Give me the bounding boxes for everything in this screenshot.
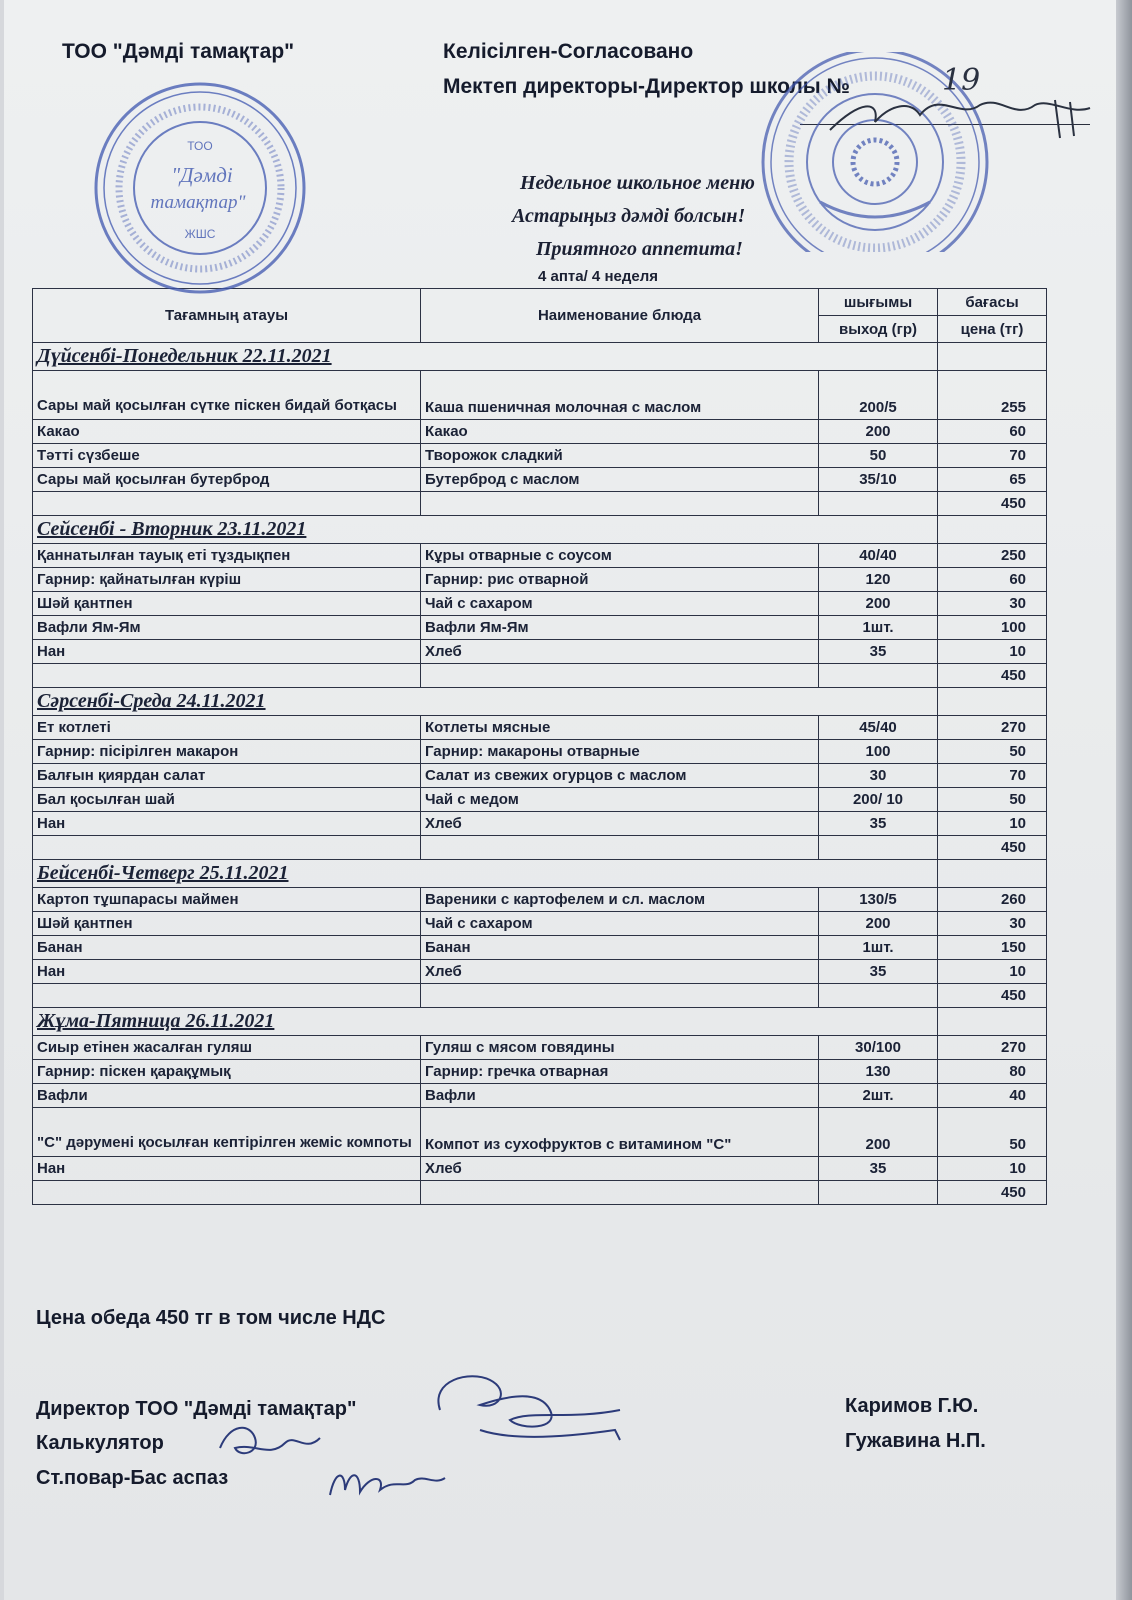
dish-price: 255 xyxy=(938,371,1047,420)
dish-kz: Какао xyxy=(33,420,421,444)
svg-text:19: 19 xyxy=(942,63,981,98)
calculator-role: Калькулятор xyxy=(36,1432,164,1454)
dish-price: 40 xyxy=(938,1084,1047,1108)
svg-text:"Дәмді: "Дәмді xyxy=(171,163,233,187)
table-row xyxy=(33,812,1047,836)
dish-kz: Банан xyxy=(33,936,421,960)
header-name-ru: Наименование блюда xyxy=(421,289,819,343)
dish-ru: Хлеб xyxy=(421,640,819,664)
day-title: Бейсенбі-Четверг 25.11.2021 xyxy=(33,860,938,888)
chef-role: Ст.повар-Бас аспаз xyxy=(36,1467,229,1489)
dish-ru: Гуляш с мясом говядины xyxy=(421,1036,819,1060)
dish-yield: 30 xyxy=(819,764,938,788)
dish-kz: Ет котлеті xyxy=(33,716,421,740)
greeting-ru: Приятного аппетита! xyxy=(536,238,743,260)
sheet-edge-shadow xyxy=(1116,0,1132,1600)
dish-ru: Чай с медом xyxy=(421,788,819,812)
dish-ru: Каша пшеничная молочная с маслом xyxy=(421,371,819,420)
table-row xyxy=(33,420,1047,444)
table-row xyxy=(33,444,1047,468)
dish-ru: Бутерброд с маслом xyxy=(421,468,819,492)
day-total: 450 xyxy=(938,492,1047,516)
dish-kz: Бал қосылған шай xyxy=(33,788,421,812)
dish-kz: Вафли Ям-Ям xyxy=(33,616,421,640)
chef-signature xyxy=(320,1450,450,1510)
header-yield-ru: выход (гр) xyxy=(819,316,938,343)
table-row xyxy=(33,1036,1047,1060)
dish-yield: 35 xyxy=(819,960,938,984)
dish-yield: 35/10 xyxy=(819,468,938,492)
dish-price: 30 xyxy=(938,912,1047,936)
day-title: Сәрсенбі-Среда 24.11.2021 xyxy=(33,688,938,716)
dish-price: 60 xyxy=(938,568,1047,592)
dish-ru: Хлеб xyxy=(421,1157,819,1181)
dish-ru: Банан xyxy=(421,936,819,960)
dish-price: 65 xyxy=(938,468,1047,492)
dish-kz: Нан xyxy=(33,812,421,836)
table-row xyxy=(33,888,1047,912)
header-price-kz: бағасы xyxy=(938,289,1047,316)
day-title: Жұма-Пятница 26.11.2021 xyxy=(33,1008,938,1036)
dish-yield: 50 xyxy=(819,444,938,468)
total-row xyxy=(33,984,1047,1008)
table-row xyxy=(33,936,1047,960)
dish-price: 50 xyxy=(938,740,1047,764)
table-row xyxy=(33,764,1047,788)
dish-kz: Гарнир: піскен қарақұмық xyxy=(33,1060,421,1084)
dish-price: 10 xyxy=(938,812,1047,836)
dish-ru: Вафли xyxy=(421,1084,819,1108)
dish-kz: Тәтті сүзбеше xyxy=(33,444,421,468)
dish-ru: Гарнир: рис отварной xyxy=(421,568,819,592)
table-row xyxy=(33,1108,1047,1157)
dish-price: 100 xyxy=(938,616,1047,640)
day-total: 450 xyxy=(938,984,1047,1008)
dish-price: 10 xyxy=(938,1157,1047,1181)
dish-price: 50 xyxy=(938,1108,1047,1157)
dish-kz: Сиыр етінен жасалған гуляш xyxy=(33,1036,421,1060)
day-title: Дүйсенбі-Понедельник 22.11.2021 xyxy=(33,343,938,371)
header-name-kz: Тағамның атауы xyxy=(33,289,421,343)
dish-price: 70 xyxy=(938,444,1047,468)
svg-text:ТОО: ТОО xyxy=(187,139,213,153)
day-total: 450 xyxy=(938,1181,1047,1205)
total-row xyxy=(33,492,1047,516)
dish-price: 270 xyxy=(938,1036,1047,1060)
dish-ru: Салат из свежих огурцов с маслом xyxy=(421,764,819,788)
dish-kz: Шәй қантпен xyxy=(33,912,421,936)
total-row xyxy=(33,1181,1047,1205)
dish-kz: Нан xyxy=(33,640,421,664)
dish-price: 150 xyxy=(938,936,1047,960)
dish-yield: 130/5 xyxy=(819,888,938,912)
dish-price: 80 xyxy=(938,1060,1047,1084)
total-row xyxy=(33,836,1047,860)
dish-price: 60 xyxy=(938,420,1047,444)
table-row xyxy=(33,468,1047,492)
dish-kz: Гарнир: пісірілген макарон xyxy=(33,740,421,764)
dish-ru: Гарнир: макароны отварные xyxy=(421,740,819,764)
dish-kz: Сары май қосылған бутерброд xyxy=(33,468,421,492)
dish-price: 250 xyxy=(938,544,1047,568)
dish-ru: Вареники с картофелем и сл. маслом xyxy=(421,888,819,912)
director-line: Мектеп директоры-Директор школы № xyxy=(443,75,850,98)
table-row xyxy=(33,716,1047,740)
day-friday xyxy=(33,1008,1047,1205)
company-stamp-icon xyxy=(90,78,310,298)
dish-price: 260 xyxy=(938,888,1047,912)
dish-yield: 130 xyxy=(819,1060,938,1084)
menu-title: Недельное школьное меню xyxy=(520,172,755,194)
dish-yield: 40/40 xyxy=(819,544,938,568)
dish-yield: 35 xyxy=(819,640,938,664)
day-wednesday xyxy=(33,688,1047,860)
dish-price: 30 xyxy=(938,592,1047,616)
dish-ru: Компот из сухофруктов с витамином "С" xyxy=(421,1108,819,1157)
dish-kz: Гарнир: қайнатылған күріш xyxy=(33,568,421,592)
table-row xyxy=(33,960,1047,984)
dish-price: 50 xyxy=(938,788,1047,812)
table-row xyxy=(33,912,1047,936)
total-row xyxy=(33,664,1047,688)
header-yield-kz: шығымы xyxy=(819,289,938,316)
calculator-name: Гужавина Н.П. xyxy=(845,1430,986,1452)
table-row xyxy=(33,788,1047,812)
day-tuesday xyxy=(33,516,1047,688)
dish-kz: Картоп тұшпарасы маймен xyxy=(33,888,421,912)
dish-kz: Қаннатылған тауық еті тұздықпен xyxy=(33,544,421,568)
dish-yield: 200 xyxy=(819,420,938,444)
dish-kz: Сары май қосылған сүтке піскен бидай ботқасы xyxy=(33,371,421,420)
dish-ru: Вафли Ям-Ям xyxy=(421,616,819,640)
approved-label: Келісілген-Согласовано xyxy=(443,40,694,63)
day-total: 450 xyxy=(938,836,1047,860)
dish-kz: Вафли xyxy=(33,1084,421,1108)
dish-price: 70 xyxy=(938,764,1047,788)
dish-ru: Хлеб xyxy=(421,960,819,984)
table-row xyxy=(33,592,1047,616)
dish-yield: 200/ 10 xyxy=(819,788,938,812)
dish-yield: 30/100 xyxy=(819,1036,938,1060)
table-row xyxy=(33,371,1047,420)
dish-ru: Кұры отварные с соусом xyxy=(421,544,819,568)
table-row xyxy=(33,1157,1047,1181)
dish-yield: 100 xyxy=(819,740,938,764)
svg-text:ЖШС: ЖШС xyxy=(184,227,216,241)
table-row xyxy=(33,640,1047,664)
greeting-kz: Астарыңыз дәмді болсын! xyxy=(512,205,746,227)
dish-yield: 45/40 xyxy=(819,716,938,740)
director-role: Директор ТОО "Дәмді тамақтар" xyxy=(36,1398,357,1420)
week-label: 4 апта/ 4 неделя xyxy=(538,268,658,285)
table-row xyxy=(33,1084,1047,1108)
dish-yield: 1шт. xyxy=(819,616,938,640)
dish-ru: Творожок сладкий xyxy=(421,444,819,468)
dish-kz: Балғын қиярдан салат xyxy=(33,764,421,788)
dish-yield: 35 xyxy=(819,812,938,836)
dish-price: 10 xyxy=(938,640,1047,664)
dish-kz: Шәй қантпен xyxy=(33,592,421,616)
day-thursday xyxy=(33,860,1047,1008)
dish-yield: 200/5 xyxy=(819,371,938,420)
calculator-signature xyxy=(210,1418,330,1478)
price-note: Цена обеда 450 тг в том числе НДС xyxy=(36,1307,386,1329)
day-title: Сейсенбі - Вторник 23.11.2021 xyxy=(33,516,938,544)
dish-yield: 200 xyxy=(819,912,938,936)
dish-ru: Чай с сахаром xyxy=(421,912,819,936)
dish-price: 270 xyxy=(938,716,1047,740)
director-signature xyxy=(420,1370,640,1460)
school-director-signature xyxy=(820,60,1100,150)
table-row xyxy=(33,616,1047,640)
dish-kz: Нан xyxy=(33,1157,421,1181)
dish-ru: Гарнир: гречка отварная xyxy=(421,1060,819,1084)
day-monday xyxy=(33,343,1047,516)
dish-kz: "С" дәрумені қосылған кептірілген жеміс компоты xyxy=(33,1108,421,1157)
dish-yield: 35 xyxy=(819,1157,938,1181)
director-name: Каримов Г.Ю. xyxy=(845,1395,979,1417)
table-row xyxy=(33,544,1047,568)
dish-kz: Нан xyxy=(33,960,421,984)
dish-yield: 2шт. xyxy=(819,1084,938,1108)
dish-yield: 200 xyxy=(819,592,938,616)
dish-yield: 1шт. xyxy=(819,936,938,960)
dish-yield: 120 xyxy=(819,568,938,592)
dish-ru: Котлеты мясные xyxy=(421,716,819,740)
dish-yield: 200 xyxy=(819,1108,938,1157)
day-total: 450 xyxy=(938,664,1047,688)
dish-price: 10 xyxy=(938,960,1047,984)
table-row xyxy=(33,1060,1047,1084)
menu-table xyxy=(32,288,1047,1205)
svg-text:тамақтар": тамақтар" xyxy=(150,192,246,213)
company-name: ТОО "Дәмді тамақтар" xyxy=(62,40,295,63)
dish-ru: Хлеб xyxy=(421,812,819,836)
table-row xyxy=(33,740,1047,764)
table-row xyxy=(33,568,1047,592)
dish-ru: Какао xyxy=(421,420,819,444)
dish-ru: Чай с сахаром xyxy=(421,592,819,616)
header-price-ru: цена (тг) xyxy=(938,316,1047,343)
